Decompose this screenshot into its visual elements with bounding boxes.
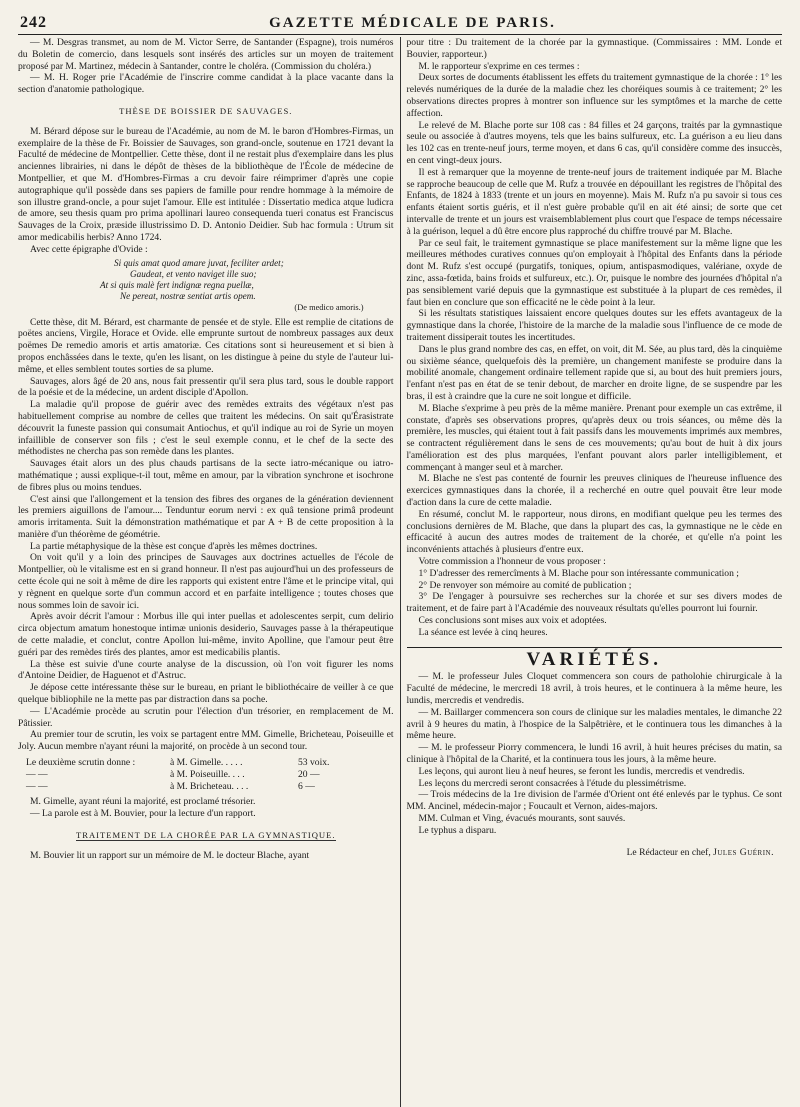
paragraph: C'est ainsi que l'allongement et la tension des fibres des organes de la génération deviennent les premiers aiguillons de l'amour.... Tenduntur eorum nervi : ex quâ tensione primâ prodeunt amoris irritamenta. Suit la démonstration mathématique et par A + B de cette proposition à la manière d'un théorème de géométrie.: [18, 493, 394, 540]
vote-candidate: à M. Gimelle. . . . .: [170, 757, 243, 769]
paragraph: Après avoir décrit l'amour : Morbus ille qui inter puellas et adolescentes serpit, cum delirio circa objectum amatum honestoque intimæ unionis desiderio, Sauvages passe à la thérapeutique de cette maladie, et conclut, contre Apollon lui-même, invito Apolline, que l'amour peut être guéri par des remèdes tirés des plantes, amor est medicabilis plantis.: [18, 611, 394, 658]
paragraph: Le typhus a disparu.: [418, 824, 497, 836]
page-number: 242: [20, 14, 47, 31]
vote-count: 6 —: [298, 780, 315, 792]
paragraph: M. le rapporteur s'exprime en ces termes :: [418, 60, 580, 72]
paragraph: 3° De l'engager à poursuivre ses recherches sur la chorée et sur ses divers modes de traitement, et de faire part à l'Académie des nouveaux résultats qu'elles pourront lui fournir.: [406, 591, 782, 615]
paragraph: Sauvages était alors un des plus chauds partisans de la secte iatro-mécanique ou iatro-mathématique ; aussi explique-t-il tout, même en amour, par la vibration synchrone et isochrone de fibres plus ou moins tendues.: [18, 458, 394, 493]
vote-label: — —: [26, 780, 48, 792]
paragraph: Il est à remarquer que la moyenne de trente-neuf jours de traitement indiquée par M. Blache se rapproche beaucoup de celle que M. Rufz a trouvée en dépouillant les registres de l'hôpital des Enfants, de 1824 à 1833 (trente et un jours en moyenne). Mais M. Rufz n'a pu savoir si tous ces enfants étaient sortis guéris, et il n'est guère probable qu'il en ait été ainsi; de sorte que cet intervalle de trente et un jours est vraisemblablement plus court que l'espace de temps nécessaire à la guérison, lequel a dû être encore plus rapproché du chiffre trouvé par M. Blache.: [406, 166, 782, 237]
paragraph: MM. Culman et Ving, évacués mourants, sont sauvés.: [418, 813, 626, 824]
paragraph: En résumé, conclut M. le rapporteur, nous dirons, en modifiant quelque peu les termes des conclusions dernières de M. Blache, que dans la plupart des cas, la gymnastique ne le cède en efficacité à aucun des autres modes de traitement de la chorée, et qu'elle n'a point les inconvénients attachés à plusieurs d'entre eux.: [406, 508, 782, 556]
paragraph: M. Blache ne s'est pas contenté de fournir les preuves cliniques de l'heureuse influence des exercices gymnastiques dans la chorée, il a recherché en outre quel pouvait être leur mode d'action dans la cure de cette maladie.: [406, 473, 782, 509]
paragraph: Votre commission a l'honneur de vous proposer :: [418, 556, 606, 568]
paragraph: Dans le plus grand nombre des cas, en effet, on voit, dit M. Sée, au plus tard, dès la cinquième ou sixième séance, quelquefois dès la première, un changement manifeste se produire dans la mobilité anomale, changement ordinaire tellement rapide que si, au bout des huit premiers jours, l'enfant n'est pas en état de se tenir debout, de marcher en droite ligne, de se suspendre par les bras, il est à craindre que la cure ne soit longue et difficile.: [406, 343, 782, 402]
paragraph: On voit qu'il y a loin des principes de Sauvages aux doctrines actuelles de l'école de Montpellier, où le vitalisme est en si grand honneur. Il n'est pas aujourd'hui un des professeurs de cette école qui ne soit à même de dire les rapports qui existent entre l'âme et le principe vital, qui y règnent en quelque sorte d'un commun accord et en parfaite intelligence ; toutes choses que nous sommes loin de savoir ici.: [18, 552, 394, 611]
section-heading-text: TRAITEMENT DE LA CHORÉE PAR LA GYMNASTIQUE.: [75, 830, 336, 841]
vote-row: [18, 769, 394, 781]
paragraph: Les leçons, qui auront lieu à neuf heures, se feront les lundis, mercredis et vendredis.: [418, 765, 745, 777]
paragraph: — L'Académie procède au scrutin pour l'élection d'un trésorier, en remplacement de M. Pâtissier.: [18, 705, 394, 729]
paragraph: — M. H. Roger prie l'Académie de l'inscrire comme candidat à la place vacante dans la section d'anatomie pathologique.: [18, 72, 394, 96]
paragraph: 2° De renvoyer son mémoire au comité de publication ;: [418, 579, 632, 591]
section-divider: [407, 647, 783, 648]
section-heading-choree: [18, 830, 394, 842]
ovid-epigraph: [18, 258, 394, 313]
verse-line: Si quis amat quod amare juvat, feciliter ardet;: [114, 257, 284, 268]
paragraph: Cette thèse, dit M. Bérard, est charmante de pensée et de style. Elle est remplie de citations de poëtes anciens, Virgile, Horace et Ovide. elle emprunte surtout de nombreux passages aux deux poëmes De remedio amoris et artis amatoriæ. Ces citations sont si heureusement et si bien à propos enchâssées dans le texte, qu'en les lisant, on les distingue à peine du style de l'auteur lui-même, et elles semblent toutes sorties de sa plume.: [18, 316, 394, 375]
paragraph: M. Blache s'exprime à peu près de la même manière. Prenant pour exemple un cas extrême, il constate, d'après ses observations propres, qu'après deux ou trois séances, ou même dès la première, les muscles, qui étaient tout à fait passifs dans les mouvements imprimés aux membres, se contractent régulièrement dans le sens de ces mouvements; qu'au bout de huit à dix jours l'amélioration est des plus marquées, l'enfant pouvant alors parler intelligiblement, et commençant à manger seul et à marcher.: [406, 402, 782, 473]
vote-count: 53 voix.: [298, 757, 330, 769]
paragraph: Si les résultats statistiques laissaient encore quelques doutes sur les effets avantageux de la gymnastique dans la chorée, l'histoire de la marche de la maladie sous l'influence de ce mode de traitement dissiperait toutes les incertitudes.: [406, 308, 782, 343]
left-column: [18, 37, 400, 1107]
paragraph: Par ce seul fait, le traitement gymnastique se place manifestement sur la même ligne que les meilleures méthodes curatives connues qu'on employait à l'hôpital des Enfants dans la période dont M. Rufz s'est occupé (purgatifs, toniques, opium, antispasmodiques, valériane, oxyde de zinc, assa-fœtida, bains froids et sulfureux, etc.). Or, puisque le nombre des journées d'hôpital n'a pas sensiblement varié depuis que la gymnastique est substituée à la plupart de ces remèdes, il faut bien en conclure que son efficacité ne le cède point à la leur.: [406, 237, 782, 308]
paragraph: M. Bouvier lit un rapport sur un mémoire de M. le docteur Blache, ayant: [30, 849, 310, 861]
verse-line: Ne pereat, nostræ sentiat artis opem.: [120, 290, 256, 301]
paragraph: — La parole est à M. Bouvier, pour la lecture d'un rapport.: [30, 808, 256, 820]
paragraph: pour titre : Du traitement de la chorée par la gymnastique. (Commissaires : MM. Londe et Bouvier, rapporteur.): [406, 37, 782, 60]
paragraph: Au premier tour de scrutin, les voix se partagent entre MM. Gimelle, Bricheteau, Poiseuille et Joly. Aucun membre n'ayant réuni la majorité, on procède à un second tour.: [18, 729, 394, 753]
paragraph: La maladie qu'il propose de guérir avec des remèdes extraits des végétaux n'est pas habituellement comprise au nombre de celles que traitent les médecins. On sait qu'Érasistrate découvrit la funeste passion qui consumait Antiochus, et qu'il indique au roi de Syrie un moyen infaillible de conserver son fils ; c'est le seul exemple connu, et le chef de la secte des méthodistes ne chercha pas son remède dans les plantes.: [18, 399, 394, 458]
paragraph: — Trois médecins de la 1re division de l'armée d'Orient ont été enlevés par le typhus. Ce sont MM. Ancinel, médecin-major ; Foucault et Vernon, aides-majors.: [406, 789, 782, 813]
paragraph: M. Bérard dépose sur le bureau de l'Académie, au nom de M. le baron d'Hombres-Firmas, un exemplaire de la thèse de Fr. Boissier de Sauvages, son grand-oncle, soutenue en 1721 devant la Faculté de médecine de Montpellier. Cette thèse, dont il ne restait plus d'exemplaire dans les plus anciennes librairies, ni dans le dépôt de thèses de la bibliothèque de l'École de médecine de Montpellier, et que M. d'Hombres-Firmas a cru devoir faire réimprimer d'après une copie autographique qu'il possède dans ses papiers de famille pour rendre hommage à la mémoire de son illustre grand-oncle, a pour sujet l'amour. Elle est intitulée : Dissertatio medica atque ludicra de amore, seu thesis quam pro prima apollinari laureo consequenda tueri conatus est Franciscus Sauvages de la Croix, præside illustrissimo D. D. Antonio Deidier. Sub hac formula : Utrum sit amor medicabilis herbis? Anno 1724.: [18, 125, 394, 243]
varietes-heading: VARIÉTÉS.: [526, 648, 662, 670]
vote-label: Le deuxième scrutin donne :: [26, 757, 136, 769]
vote-row: [18, 781, 394, 793]
page-header: [18, 14, 782, 35]
paragraph: — M. Baillarger commencera son cours de clinique sur les maladies mentales, le dimanche 22 avril à 9 heures du matin, à l'hospice de la Salpêtrière, et le continuera tous les dimanches à la même heure.: [406, 706, 782, 742]
verse-line: Gaudeat, et vento naviget ille suo;: [130, 268, 257, 279]
paragraph: — M. le professeur Jules Cloquet commencera son cours de patholohie chirurgicale à la Faculté de médecine, le mercredi 18 avril, à trois heures, et le continuera à la même heure, les lundis, mercredis et vendredis.: [406, 671, 782, 707]
paragraph: Le relevé de M. Blache porte sur 108 cas : 84 filles et 24 garçons, traités par la gymnastique seule ou associée à d'autres moyens, tels que les bains sulfureux, etc. La guérison a eu lieu dans les 102 cas en trente-neuf jours, terme moyen, et dans 6 cas, qu'il considère comme des insuccès, en cent vingt-deux jours.: [406, 119, 782, 166]
vote-candidate: à M. Bricheteau. . . .: [170, 780, 249, 792]
vote-row: [18, 757, 394, 769]
vote-count: 20 —: [298, 768, 320, 780]
paragraph: 1° D'adresser des remercîments à M. Blache pour son intéressante communication ;: [418, 567, 739, 579]
paragraph: — M. le professeur Piorry commencera, le lundi 16 avril, à huit heures précises du matin, sa clinique à l'hôpital de la Charité, et la continuera tous les jours, à la même heure.: [406, 742, 782, 766]
paragraph: Deux sortes de documents établissent les effets du traitement gymnastique de la chorée : 1° les relevés numériques de la durée de la maladie chez les choréiques soumis à ce traitement; 2° les observations directes propres à montrer son influence sur les symptômes et la marche de cette affection.: [406, 72, 782, 119]
paragraph: Les leçons du mercredi seront consacrées à l'étude du plessimétrisme.: [418, 777, 687, 789]
signature-name: Jules Guérin.: [713, 846, 774, 858]
editor-signature: [407, 847, 783, 859]
verse-source: (De medico amoris.): [294, 302, 364, 312]
section-heading-sauvages: THÈSE DE BOISSIER DE SAUVAGES.: [119, 105, 293, 116]
right-column: [400, 37, 783, 1107]
paragraph: Ces conclusions sont mises aux voix et adoptées.: [418, 615, 607, 627]
columns: [18, 37, 782, 1107]
paragraph: La séance est levée à cinq heures.: [418, 626, 548, 638]
paragraph: M. Gimelle, ayant réuni la majorité, est proclamé trésorier.: [30, 796, 256, 808]
journal-title: GAZETTE MÉDICALE DE PARIS.: [269, 15, 556, 31]
verse-line: At si quis malè fert indignæ regna puellæ,: [100, 279, 254, 290]
paragraph: La thèse est suivie d'une courte analyse de la discussion, où l'on voit figurer les noms d'Antoine Deidier, de Haguenot et d'Astruc.: [18, 658, 394, 682]
paragraph: La partie métaphysique de la thèse est conçue d'après les mêmes doctrines.: [30, 540, 318, 552]
signature-label: Le Rédacteur en chef,: [626, 846, 711, 858]
paragraph: Je dépose cette intéressante thèse sur le bureau, en priant le bibliothécaire de veiller à ce que quelque bibliophile ne la mette pas par distraction dans sa poche.: [18, 682, 394, 706]
paragraph: Sauvages, alors âgé de 20 ans, nous fait pressentir qu'il sera plus tard, sous le double rapport de la poésie et de la médecine, un ardent disciple d'Apollon.: [18, 375, 394, 399]
paragraph: — M. Desgras transmet, au nom de M. Victor Serre, de Santander (Espagne), trois numéros du Boletin de comercio, dans lesquels sont insérés des articles sur un moyen de traitement proposé par M. Martinez, médecin à Santander, contre le choléra. (Commission du choléra.): [18, 37, 394, 72]
vote-candidate: à M. Poiseuille. . . .: [170, 768, 245, 780]
vote-label: — —: [26, 768, 48, 780]
vote-table: [18, 757, 394, 792]
paragraph: Avec cette épigraphe d'Ovide :: [30, 243, 148, 255]
